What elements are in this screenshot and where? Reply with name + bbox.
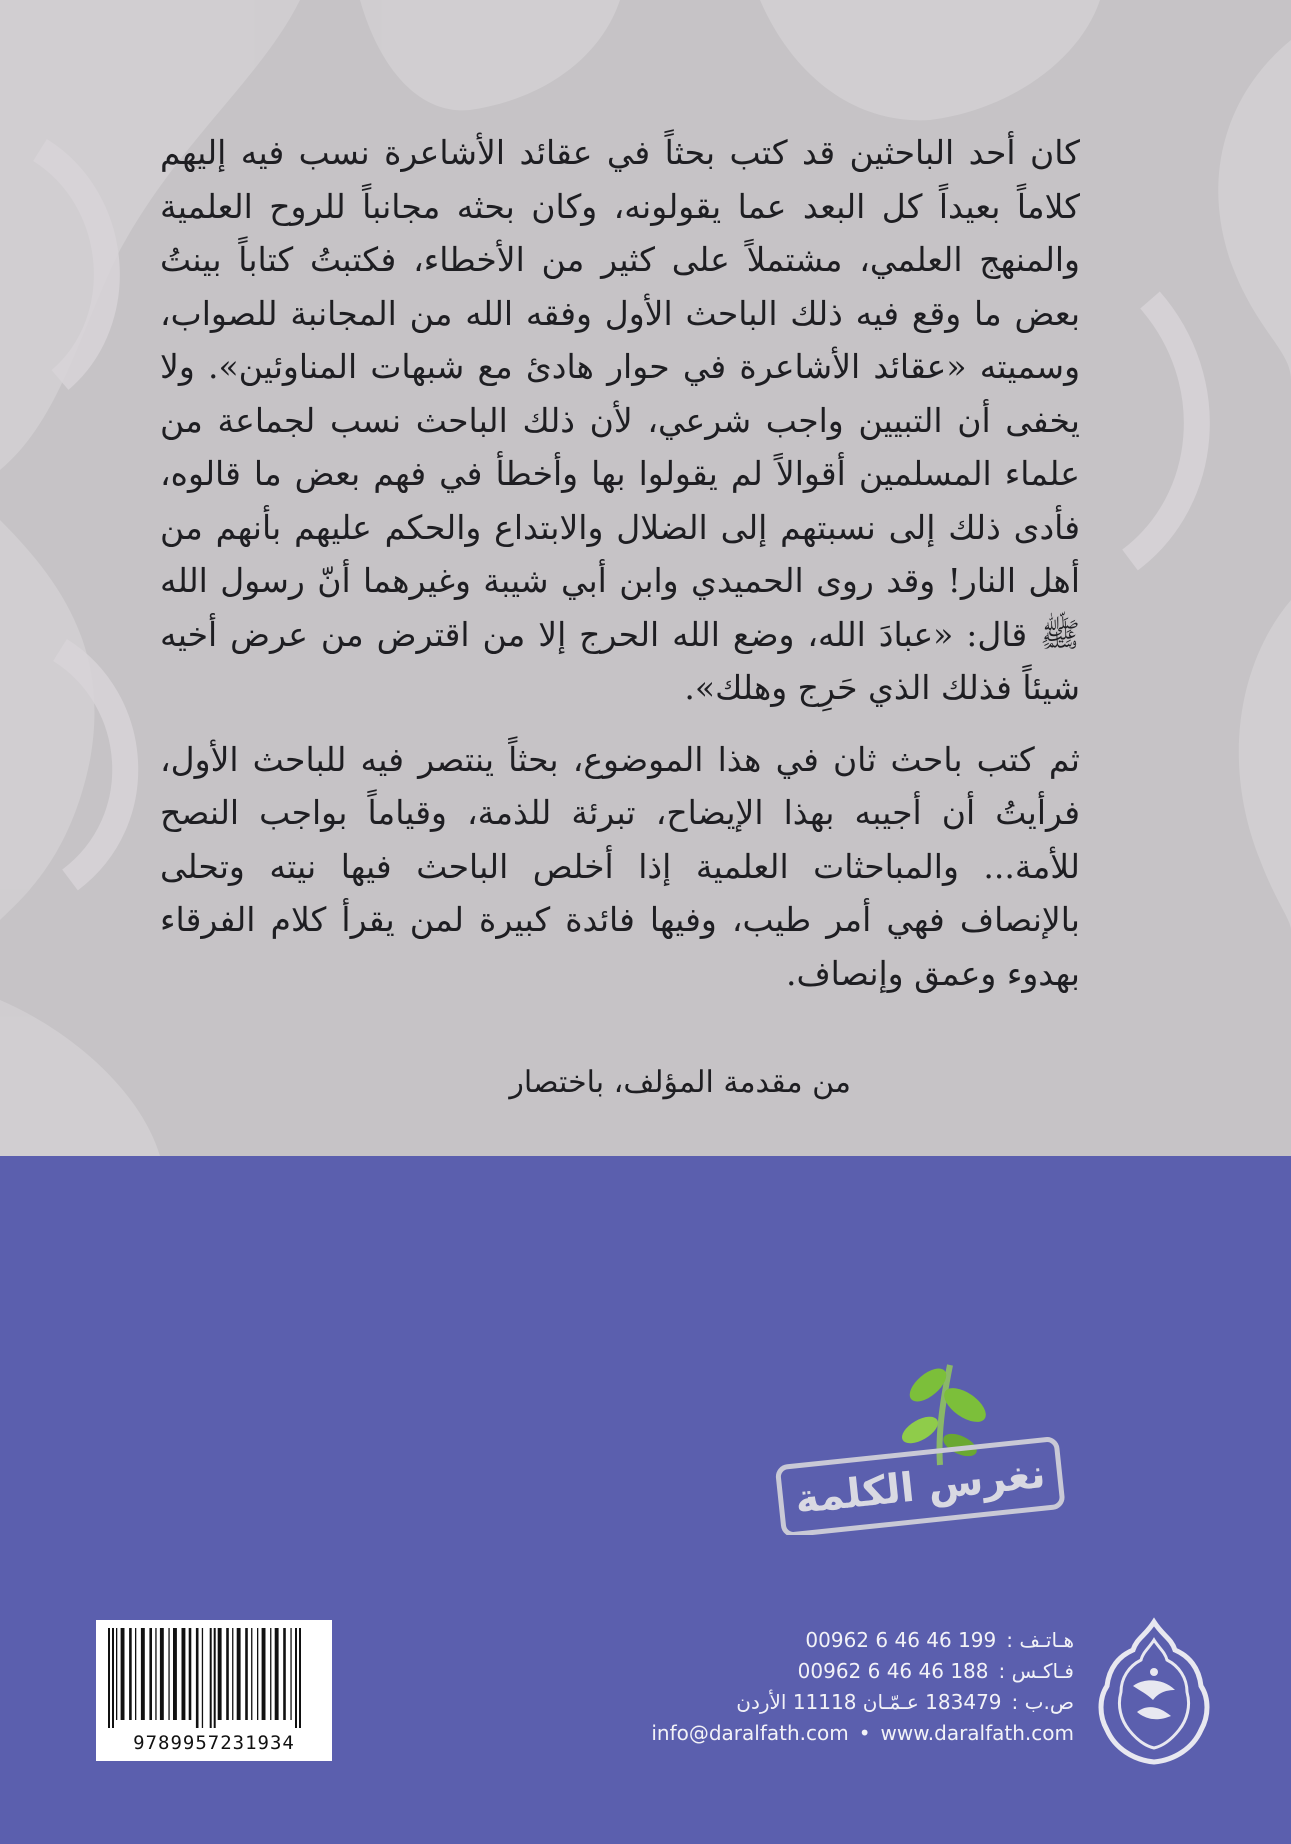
blurb-source: من مقدمة المؤلف، باختصار bbox=[509, 1065, 851, 1100]
fax-number: 00962 6 46 46 188 bbox=[797, 1659, 989, 1683]
dar-alfath-emblem-icon bbox=[1093, 1616, 1215, 1766]
email-address[interactable]: info@daralfath.com bbox=[651, 1721, 849, 1745]
slogan-text: نغرس الكلمة bbox=[792, 1450, 1048, 1523]
fax-row bbox=[560, 1656, 1074, 1687]
fax-label: فـاكـس : bbox=[998, 1659, 1074, 1683]
phone-number: 00962 6 46 46 199 bbox=[805, 1628, 997, 1652]
pobox-label: ص.ب : bbox=[1011, 1690, 1074, 1714]
isbn-number: 9789957231934 bbox=[133, 1732, 295, 1754]
separator-dot: • bbox=[858, 1721, 871, 1745]
blurb-paragraph-2: ثم كتب باحث ثان في هذا الموضوع، بحثاً ينتصر فيه للباحث الأول، فرأيتُ أن أجيبه بهذا الإيضاح، تبرئة للذمة، وقياماً بواجب النصح للأمة... والمباحثات العلمية إذا أخلص الباحث فيها نيته وتحلى بالإنصاف فهي أمر طيب، وفيها فائدة كبيرة لمن يقرأ كلام الفرقاء بهدوء وعمق وإنصاف. bbox=[160, 739, 1080, 993]
blurb-paragraph-1: كان أحد الباحثين قد كتب بحثاً في عقائد الأشاعرة نسب فيه إليهم كلاماً بعيداً كل البعد عما يقولونه، وكان بحثه مجانباً للروح العلمية والمنهج العلمي، مشتملاً على كثير من الأخطاء، فكتبتُ كتاباً بينتُ بعض ما وقع فيه ذلك الباحث الأول وفقه الله من المجانبة للصواب، وسميته «عقائد الأشاعرة في حوار هادئ مع شبهات المناوئين». ولا يخفى أن التبيين واجب شرعي، لأن ذلك الباحث نسب لجماعة من علماء المسلمين أقوالاً لم يقولوا بها وأخطأ في فهم بعض ما قالوه، فأدى ذلك إلى نسبتهم إلى الضلال والابتداع والحكم عليهم بأنهم من أهل النار! وقد روى الحميدي وابن أبي شيبة وغيرهما أنّ رسول الله ﷺ قال: «عبادَ الله، وضع الله الحرج إلا من اقترض من عرض أخيه شيئاً فذلك الذي حَرِج وهلك». bbox=[160, 133, 1081, 707]
slogan-logo bbox=[760, 1345, 1080, 1535]
website-link[interactable]: www.daralfath.com bbox=[880, 1721, 1074, 1745]
phone-label: هـاتـف : bbox=[1006, 1628, 1074, 1652]
pobox-row bbox=[560, 1687, 1074, 1718]
pobox-address: 183479 عـمّـان 11118 الأردن bbox=[736, 1690, 1002, 1714]
barcode-icon bbox=[104, 1628, 324, 1728]
barcode-label bbox=[96, 1620, 332, 1761]
web-row bbox=[560, 1718, 1074, 1749]
phone-row bbox=[560, 1625, 1074, 1656]
publisher-contact bbox=[560, 1625, 1074, 1749]
blurb-text bbox=[160, 126, 1080, 1018]
